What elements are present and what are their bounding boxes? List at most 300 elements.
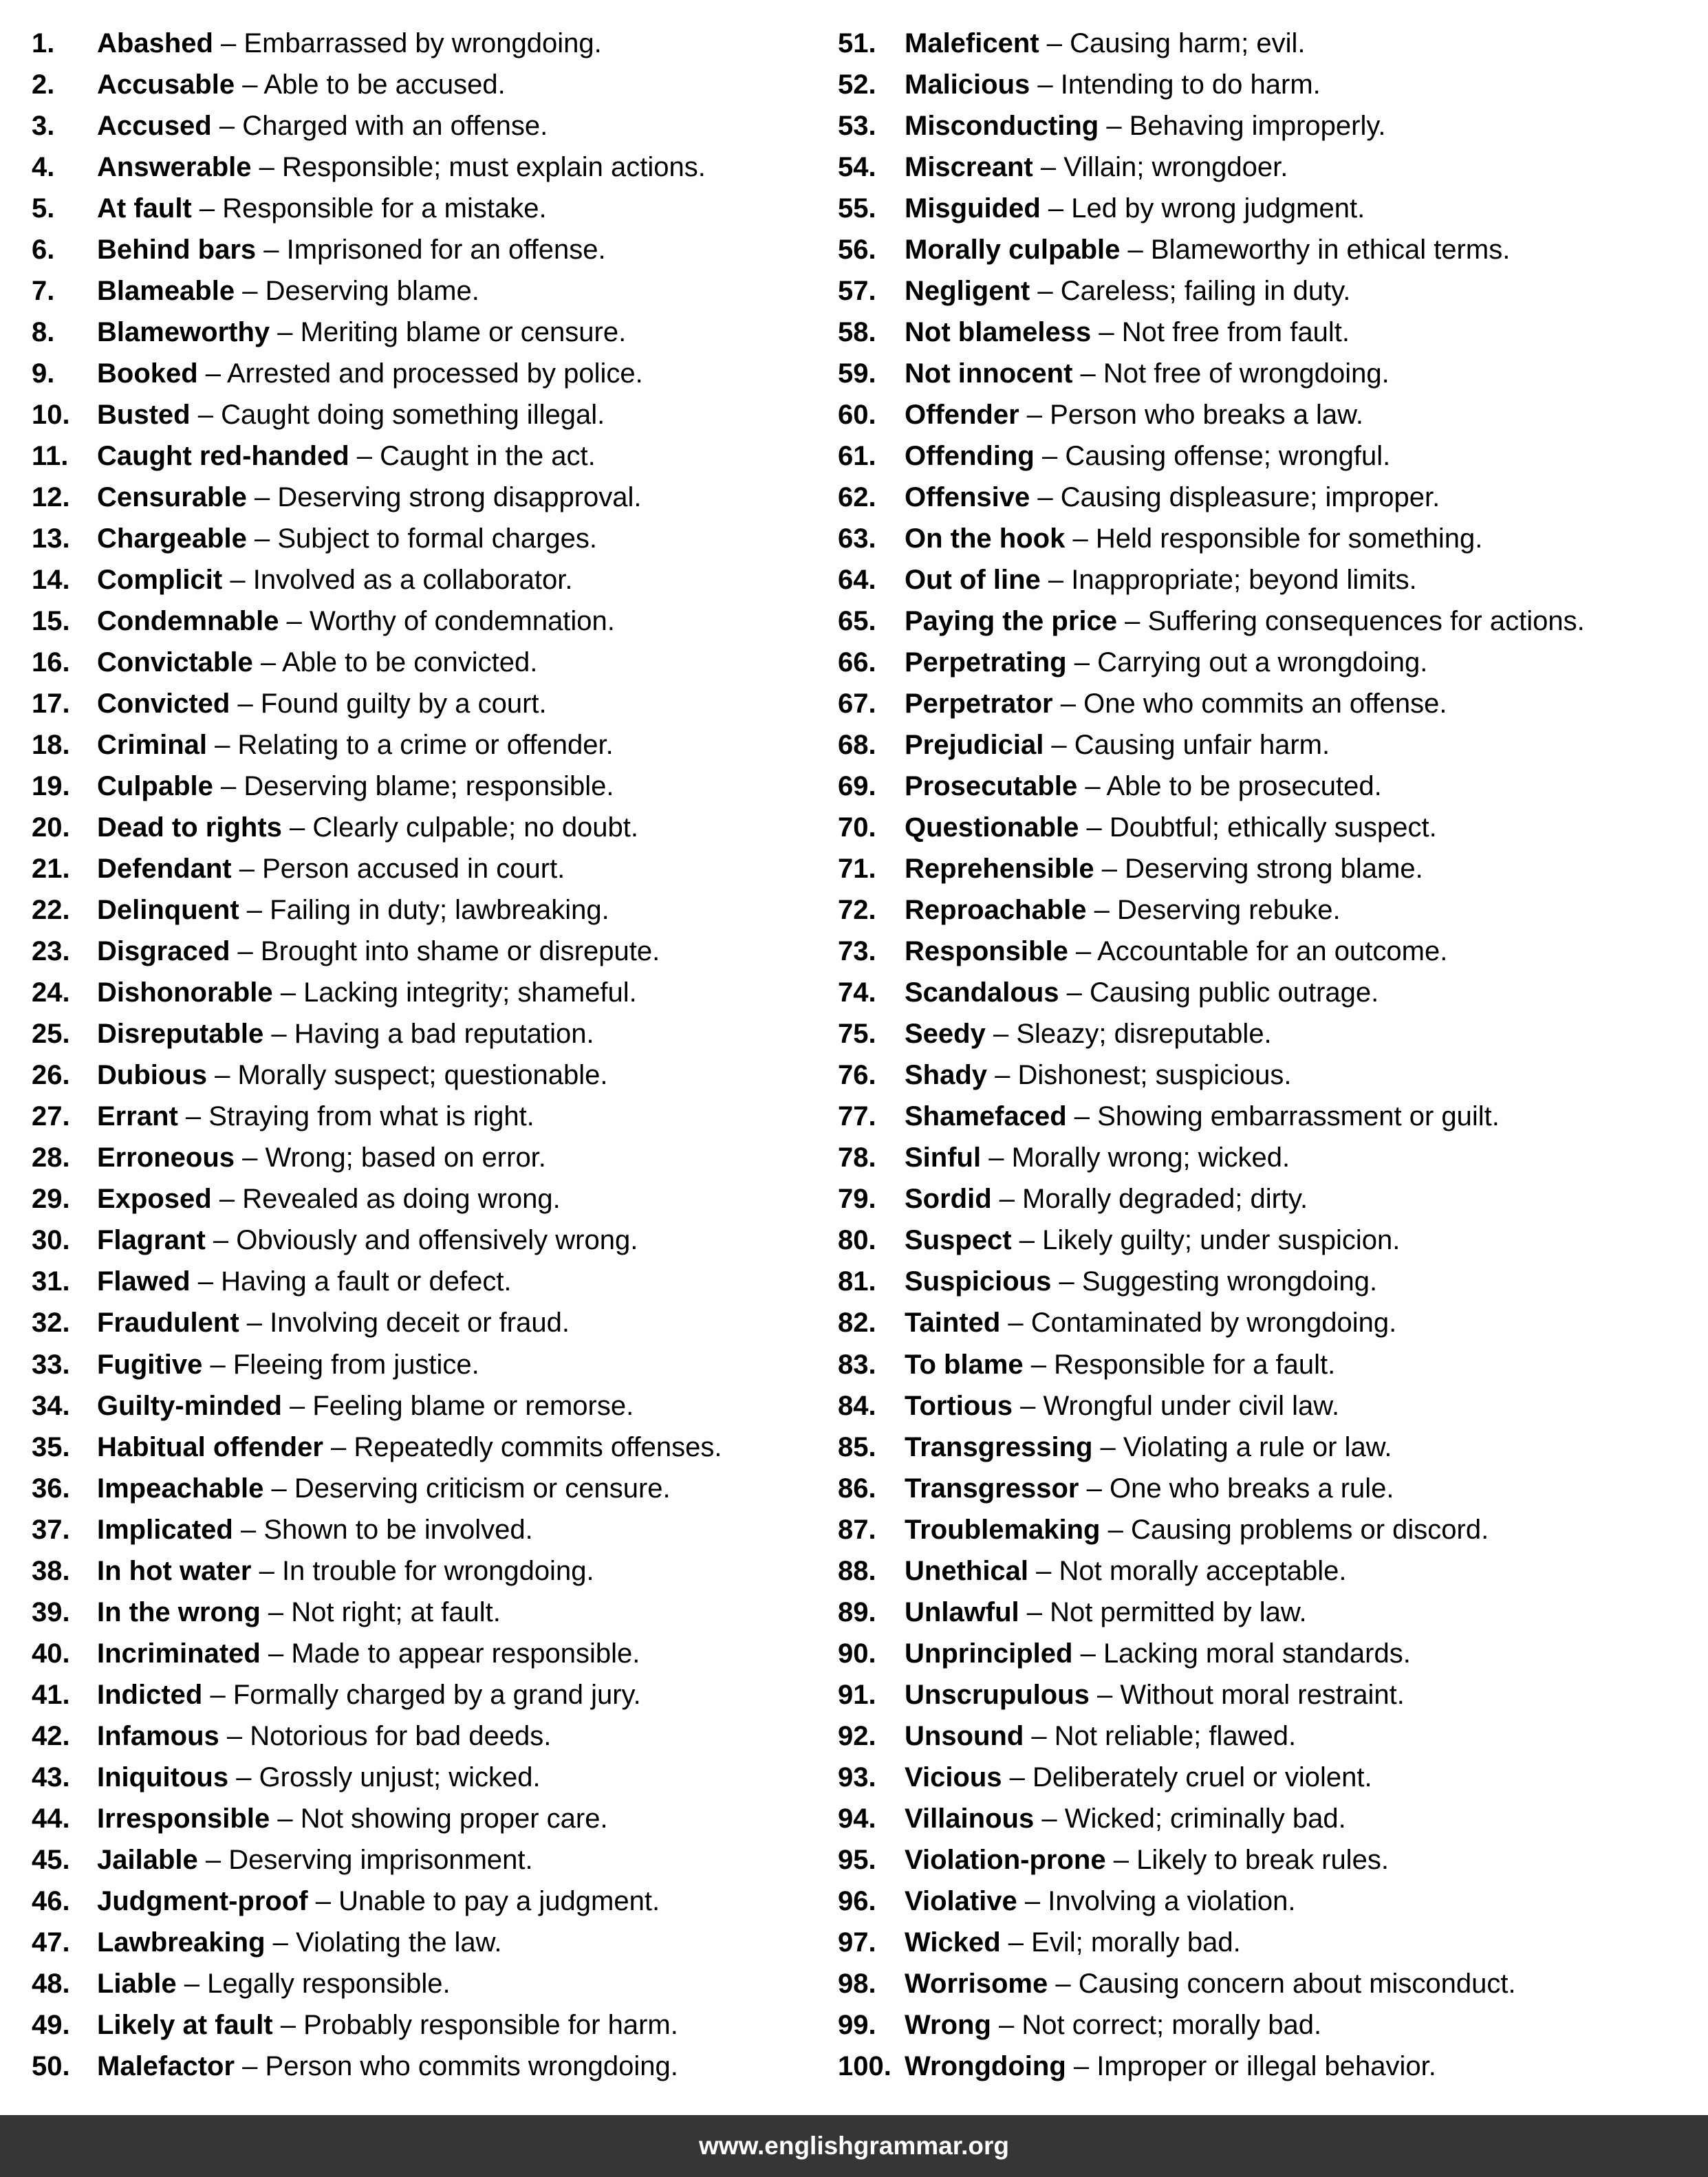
item-entry	[97, 2004, 678, 2046]
item-term: Maleficent	[905, 28, 1039, 58]
item-definition: Responsible; must explain actions.	[282, 152, 706, 183]
item-entry	[905, 1715, 1296, 1757]
item-separator: –	[177, 1101, 209, 1132]
item-term: Tortious	[905, 1390, 1013, 1421]
item-entry	[97, 1592, 501, 1633]
footer-bar	[0, 2115, 1708, 2177]
item-entry	[97, 1302, 570, 1343]
item-entry	[905, 435, 1390, 477]
item-number: 45.	[32, 1844, 70, 1875]
item-entry	[97, 23, 602, 64]
item-entry	[97, 1054, 608, 1096]
list-item	[32, 1261, 823, 1302]
list-item	[32, 1013, 823, 1054]
item-definition: Notorious for bad deeds.	[250, 1720, 552, 1751]
item-term: Unscrupulous	[905, 1679, 1090, 1710]
list-item	[32, 642, 823, 683]
list-item	[32, 312, 823, 353]
item-number: 74.	[838, 977, 876, 1008]
item-number: 26.	[32, 1060, 70, 1091]
item-entry	[905, 147, 1288, 188]
item-definition: Morally wrong; wicked.	[1011, 1142, 1290, 1173]
item-definition: Suffering consequences for actions.	[1147, 606, 1585, 637]
item-entry	[97, 1261, 512, 1302]
item-separator: –	[281, 812, 313, 843]
item-separator: –	[211, 1184, 243, 1215]
item-definition: Dishonest; suspicious.	[1017, 1060, 1292, 1091]
item-separator: –	[1000, 1308, 1031, 1339]
item-term: Booked	[97, 358, 198, 389]
item-definition: Not free of wrongdoing.	[1103, 358, 1390, 389]
item-separator: –	[323, 1431, 354, 1462]
item-entry	[905, 807, 1437, 848]
item-definition: Lacking integrity; shameful.	[303, 977, 637, 1008]
item-number: 64.	[838, 565, 876, 596]
item-separator: –	[272, 2009, 304, 2040]
list-item	[32, 683, 823, 724]
item-number: 86.	[838, 1473, 876, 1504]
item-definition: Carrying out a wrongdoing.	[1097, 647, 1428, 678]
item-number: 83.	[838, 1349, 876, 1380]
list-item	[838, 1881, 1698, 1922]
item-entry	[905, 2046, 1436, 2087]
item-term: Liable	[97, 1968, 177, 1999]
list-item	[838, 394, 1698, 435]
item-term: Unlawful	[905, 1596, 1019, 1627]
item-number: 69.	[838, 771, 876, 802]
item-definition: Contaminated by wrongdoing.	[1030, 1308, 1397, 1339]
list-item	[32, 435, 823, 477]
item-entry	[97, 312, 626, 353]
item-term: Censurable	[97, 482, 247, 513]
item-definition: Able to be convicted.	[281, 647, 538, 678]
item-term: Perpetrator	[905, 689, 1053, 719]
item-separator: –	[252, 647, 282, 678]
item-number: 75.	[838, 1019, 876, 1050]
item-entry	[97, 147, 706, 188]
item-separator: –	[1079, 812, 1110, 843]
list-item	[838, 931, 1698, 972]
item-entry	[97, 1674, 641, 1715]
item-number: 2.	[32, 69, 55, 100]
item-entry	[905, 766, 1382, 807]
item-number: 57.	[838, 276, 876, 307]
item-entry	[905, 1839, 1389, 1881]
item-definition: Involved as a collaborator.	[252, 565, 573, 596]
list-item	[32, 724, 823, 766]
item-definition: Deserving blame.	[265, 276, 479, 307]
item-entry	[905, 1633, 1411, 1674]
item-definition: Causing problems or discord.	[1130, 1514, 1489, 1545]
item-number: 58.	[838, 317, 876, 348]
item-definition: Fleeing from justice.	[233, 1349, 479, 1380]
item-term: Disreputable	[97, 1019, 264, 1050]
item-separator: –	[985, 1019, 1017, 1050]
list-item	[32, 105, 823, 147]
list-item	[838, 1096, 1698, 1137]
item-definition: Imprisoned for an offense.	[286, 235, 606, 266]
item-term: Implicated	[97, 1514, 233, 1545]
item-term: On the hook	[905, 523, 1066, 554]
item-entry	[97, 1220, 638, 1261]
item-term: Incriminated	[97, 1638, 261, 1669]
item-separator: –	[239, 1308, 270, 1339]
item-entry	[905, 1427, 1392, 1468]
item-definition: Deserving criticism or censure.	[294, 1473, 671, 1504]
list-item	[32, 600, 823, 642]
list-item	[838, 1344, 1698, 1385]
item-term: Unethical	[905, 1555, 1029, 1586]
list-item	[32, 807, 823, 848]
item-definition: Embarrassed by wrongdoing.	[244, 28, 602, 58]
item-number: 13.	[32, 523, 70, 554]
item-number: 12.	[32, 482, 70, 513]
item-term: Delinquent	[97, 895, 239, 926]
item-term: Indicted	[97, 1679, 203, 1710]
list-item	[838, 1178, 1698, 1220]
item-entry	[905, 931, 1447, 972]
item-separator: –	[1091, 317, 1122, 348]
item-definition: Formally charged by a grand jury.	[233, 1679, 641, 1710]
item-entry	[905, 312, 1350, 353]
item-entry	[905, 477, 1440, 518]
item-entry	[97, 1633, 640, 1674]
item-separator: –	[202, 1679, 233, 1710]
item-number: 54.	[838, 152, 876, 183]
item-entry	[97, 1839, 533, 1881]
item-number: 9.	[32, 358, 55, 389]
item-definition: Lacking moral standards.	[1103, 1638, 1411, 1669]
item-entry	[905, 23, 1305, 64]
item-entry	[97, 600, 615, 642]
item-term: Convictable	[97, 647, 253, 678]
item-definition: Caught doing something illegal.	[221, 400, 605, 431]
item-separator: –	[213, 28, 244, 58]
item-number: 78.	[838, 1142, 876, 1173]
item-term: Paying the price	[905, 606, 1117, 637]
list-item	[838, 1715, 1698, 1757]
item-number: 29.	[32, 1184, 70, 1215]
item-separator: –	[1079, 1473, 1110, 1504]
item-number: 35.	[32, 1431, 70, 1462]
item-definition: Villain; wrongdoer.	[1063, 152, 1288, 183]
item-number: 93.	[838, 1762, 876, 1792]
item-term: Chargeable	[97, 523, 247, 554]
list-item	[32, 1592, 823, 1633]
item-term: Likely at fault	[97, 2009, 273, 2040]
item-number: 20.	[32, 812, 70, 843]
item-separator: –	[239, 895, 270, 926]
item-definition: Causing displeasure; improper.	[1060, 482, 1440, 513]
list-item	[32, 1344, 823, 1385]
item-term: Perpetrating	[905, 647, 1067, 678]
item-separator: –	[1072, 358, 1103, 389]
item-definition: Person who breaks a law.	[1050, 400, 1363, 431]
item-number: 82.	[838, 1308, 876, 1339]
item-separator: –	[1100, 1514, 1131, 1545]
list-item	[838, 147, 1698, 188]
list-item	[838, 312, 1698, 353]
item-number: 51.	[838, 28, 876, 58]
item-entry	[905, 1013, 1272, 1054]
item-definition: Responsible for a fault.	[1054, 1349, 1336, 1380]
item-term: Vicious	[905, 1762, 1002, 1792]
item-entry	[905, 1674, 1405, 1715]
list-item	[838, 229, 1698, 270]
list-item	[32, 1922, 823, 1963]
list-item	[838, 353, 1698, 394]
item-definition: Involving deceit or fraud.	[270, 1308, 570, 1339]
item-separator: –	[219, 1720, 250, 1751]
item-term: Malicious	[905, 69, 1030, 100]
item-entry	[97, 972, 637, 1013]
item-number: 88.	[838, 1555, 876, 1586]
item-separator: –	[190, 1266, 221, 1297]
item-number: 53.	[838, 111, 876, 142]
item-entry	[905, 1344, 1335, 1385]
list-item	[838, 766, 1698, 807]
item-term: Wrong	[905, 2009, 991, 2040]
item-number: 43.	[32, 1762, 70, 1792]
item-definition: Morally degraded; dirty.	[1022, 1184, 1308, 1215]
item-term: Shamefaced	[905, 1101, 1067, 1132]
item-number: 94.	[838, 1803, 876, 1834]
item-definition: Legally responsible.	[207, 1968, 451, 1999]
item-separator: –	[1034, 1803, 1065, 1834]
item-term: Accusable	[97, 69, 235, 100]
item-definition: Feeling blame or remorse.	[312, 1390, 634, 1421]
item-separator: –	[197, 1844, 229, 1875]
item-entry	[97, 642, 537, 683]
item-number: 49.	[32, 2009, 70, 2040]
item-separator: –	[260, 1596, 292, 1627]
item-separator: –	[256, 235, 287, 266]
list-item	[32, 1715, 823, 1757]
list-item	[838, 1013, 1698, 1054]
list-item	[838, 1963, 1698, 2004]
item-entry	[97, 2046, 678, 2087]
list-item	[838, 1550, 1698, 1592]
item-separator: –	[1000, 1927, 1032, 1958]
item-separator: –	[235, 276, 266, 307]
list-item	[32, 477, 823, 518]
word-list-right-column	[838, 23, 1698, 2087]
item-separator: –	[1068, 936, 1098, 967]
list-item	[32, 972, 823, 1013]
item-definition: Causing concern about misconduct.	[1078, 1968, 1516, 1999]
item-definition: In trouble for wrongdoing.	[281, 1555, 594, 1586]
item-entry	[97, 353, 643, 394]
item-separator: –	[228, 1762, 259, 1792]
item-number: 85.	[838, 1431, 876, 1462]
item-definition: Blameworthy in ethical terms.	[1150, 235, 1511, 266]
list-item	[32, 188, 823, 229]
item-term: Wrongdoing	[905, 2050, 1066, 2081]
item-separator: –	[1072, 1638, 1103, 1669]
item-separator: –	[349, 441, 380, 472]
list-item	[838, 724, 1698, 766]
item-number: 15.	[32, 606, 70, 637]
item-entry	[905, 1385, 1339, 1427]
item-entry	[97, 724, 614, 766]
item-entry	[97, 229, 606, 270]
item-definition: Worthy of condemnation.	[309, 606, 615, 637]
item-definition: Morally suspect; questionable.	[237, 1060, 608, 1091]
item-separator: –	[235, 1142, 266, 1173]
item-entry	[97, 1715, 551, 1757]
item-separator: –	[1040, 193, 1072, 224]
item-separator: –	[1024, 1720, 1055, 1751]
item-term: Seedy	[905, 1019, 986, 1050]
item-entry	[97, 889, 609, 931]
item-term: Wicked	[905, 1927, 1001, 1958]
item-separator: –	[1120, 235, 1151, 266]
item-entry	[905, 1509, 1489, 1550]
item-term: Erroneous	[97, 1142, 235, 1173]
item-entry	[97, 188, 547, 229]
item-term: Blameable	[97, 276, 235, 307]
item-entry	[905, 1468, 1394, 1509]
item-term: Convicted	[97, 689, 230, 719]
list-item	[838, 1592, 1698, 1633]
list-item	[838, 1385, 1698, 1427]
item-term: Dishonorable	[97, 977, 273, 1008]
item-number: 67.	[838, 689, 876, 719]
item-term: Morally culpable	[905, 235, 1121, 266]
item-separator: –	[197, 358, 227, 389]
list-item	[838, 848, 1698, 889]
list-item	[838, 2046, 1698, 2087]
list-item	[838, 600, 1698, 642]
item-number: 41.	[32, 1679, 70, 1710]
item-term: Suspicious	[905, 1266, 1052, 1297]
item-entry	[905, 353, 1390, 394]
list-item	[838, 559, 1698, 600]
item-number: 30.	[32, 1225, 70, 1256]
item-number: 14.	[32, 565, 70, 596]
item-definition: Causing harm; evil.	[1070, 28, 1306, 58]
item-separator: –	[279, 606, 310, 637]
list-item	[32, 394, 823, 435]
item-definition: Subject to formal charges.	[277, 523, 598, 554]
item-term: Sordid	[905, 1184, 992, 1215]
item-number: 18.	[32, 730, 70, 761]
item-definition: Deserving strong blame.	[1125, 854, 1423, 885]
item-separator: –	[1033, 152, 1064, 183]
item-definition: Likely guilty; under suspicion.	[1042, 1225, 1401, 1256]
item-separator: –	[251, 152, 283, 183]
item-term: In the wrong	[97, 1596, 261, 1627]
item-term: Responsible	[905, 936, 1068, 967]
item-term: Offending	[905, 441, 1035, 472]
item-term: In hot water	[97, 1555, 252, 1586]
item-number: 90.	[838, 1638, 876, 1669]
item-definition: Not permitted by law.	[1050, 1596, 1307, 1627]
item-term: Flagrant	[97, 1225, 206, 1256]
item-entry	[905, 848, 1423, 889]
list-item	[838, 1922, 1698, 1963]
item-term: Violation-prone	[905, 1844, 1106, 1875]
item-number: 42.	[32, 1720, 70, 1751]
item-term: Questionable	[905, 812, 1079, 843]
item-number: 44.	[32, 1803, 70, 1834]
item-definition: Intending to do harm.	[1060, 69, 1321, 100]
item-entry	[97, 518, 597, 559]
item-entry	[97, 766, 614, 807]
item-separator: –	[260, 1638, 292, 1669]
item-entry	[905, 1054, 1292, 1096]
item-definition: Having a fault or defect.	[221, 1266, 512, 1297]
item-definition: Causing offense; wrongful.	[1065, 441, 1391, 472]
item-entry	[97, 1798, 608, 1839]
item-number: 33.	[32, 1349, 70, 1380]
item-term: Culpable	[97, 771, 213, 802]
item-separator: –	[1051, 1266, 1082, 1297]
item-number: 32.	[32, 1308, 70, 1339]
item-definition: Arrested and processed by police.	[226, 358, 643, 389]
item-number: 68.	[838, 730, 876, 761]
list-item	[32, 1550, 823, 1592]
item-definition: Brought into shame or disrepute.	[260, 936, 660, 967]
item-separator: –	[222, 565, 253, 596]
item-definition: Careless; failing in duty.	[1060, 276, 1351, 307]
item-separator: –	[1028, 1555, 1059, 1586]
item-definition: Deserving strong disapproval.	[277, 482, 642, 513]
item-entry	[97, 1468, 671, 1509]
item-separator: –	[1094, 854, 1125, 885]
item-definition: Made to appear responsible.	[291, 1638, 640, 1669]
item-entry	[97, 1757, 541, 1798]
item-number: 63.	[838, 523, 876, 554]
item-entry	[97, 1922, 501, 1963]
item-separator: –	[205, 1225, 237, 1256]
item-definition: Wrongful under civil law.	[1043, 1390, 1340, 1421]
item-separator: –	[981, 1142, 1012, 1173]
item-separator: –	[272, 977, 304, 1008]
item-definition: Not right; at fault.	[291, 1596, 501, 1627]
item-separator: –	[1077, 771, 1107, 802]
item-definition: Deliberately cruel or violent.	[1033, 1762, 1372, 1792]
item-separator: –	[1030, 276, 1061, 307]
item-entry	[905, 1881, 1296, 1922]
item-separator: –	[1030, 69, 1061, 100]
item-entry	[905, 1261, 1377, 1302]
item-separator: –	[211, 111, 243, 142]
list-item	[838, 972, 1698, 1013]
item-term: Troublemaking	[905, 1514, 1101, 1545]
item-entry	[97, 1427, 722, 1468]
item-entry	[905, 394, 1363, 435]
item-definition: Person accused in court.	[262, 854, 565, 885]
item-definition: Deserving blame; responsible.	[244, 771, 614, 802]
item-entry	[905, 1220, 1400, 1261]
item-definition: Led by wrong judgment.	[1071, 193, 1365, 224]
list-item	[32, 931, 823, 972]
item-term: Unprincipled	[905, 1638, 1073, 1669]
item-number: 6.	[32, 235, 55, 266]
item-number: 97.	[838, 1927, 876, 1958]
item-definition: One who breaks a rule.	[1109, 1473, 1394, 1504]
item-definition: Clearly culpable; no doubt.	[312, 812, 639, 843]
item-term: Behind bars	[97, 235, 257, 266]
item-entry	[905, 1137, 1290, 1178]
item-separator: –	[213, 771, 244, 802]
item-definition: Revealed as doing wrong.	[242, 1184, 561, 1215]
item-number: 66.	[838, 647, 876, 678]
item-number: 47.	[32, 1927, 70, 1958]
item-definition: Relating to a crime or offender.	[237, 730, 614, 761]
item-term: Blameworthy	[97, 317, 270, 348]
